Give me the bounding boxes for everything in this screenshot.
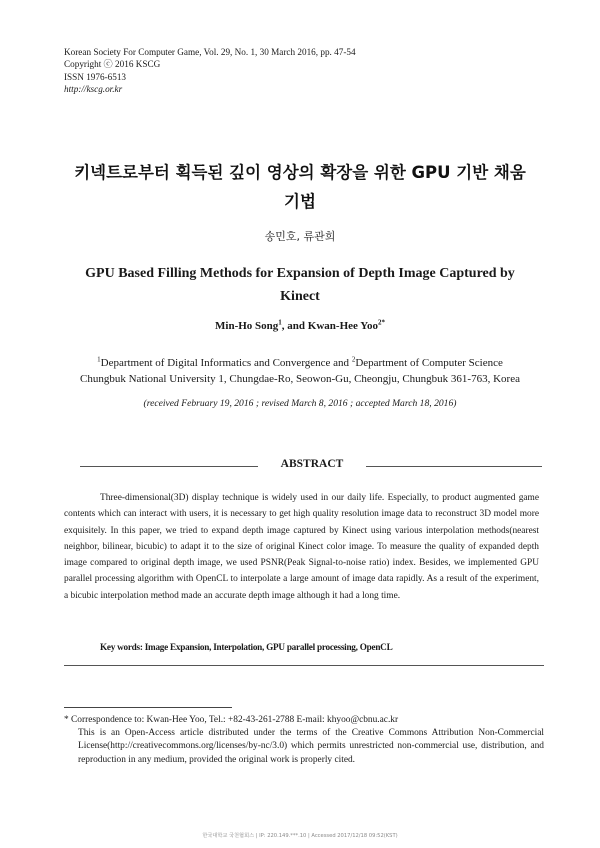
english-title-line2: Kinect: [280, 289, 320, 304]
korean-title-line1: 키넥트로부터 획득된 깊이 영상의 확장을 위한 GPU 기반 채움: [74, 163, 526, 182]
keywords: Key words: Image Expansion, Interpolation, GPU parallel processing, OpenCL: [100, 642, 393, 652]
affiliation: [50, 355, 550, 387]
affiliation-mark-2: 2: [351, 355, 356, 364]
korean-title-line2: 기법: [284, 192, 316, 211]
affiliation-mark-1: 1: [97, 355, 101, 364]
author-joiner: , and: [281, 320, 308, 332]
affiliation-dept-2: Department of Computer Science: [355, 357, 503, 369]
author-2: Kwan-Hee Yoo: [307, 320, 378, 332]
affiliation-dept-1: Department of Digital Informatics and Convergence and: [100, 357, 352, 369]
abstract-heading: ABSTRACT: [280, 458, 344, 470]
english-authors: [40, 320, 560, 332]
copyright-line: Copyright ⓒ 2016 KSCG: [64, 59, 161, 70]
journal-header: [64, 46, 356, 95]
footnote: [64, 714, 544, 767]
license-note: This is an Open-Access article distributed under the terms of the Creative Commons Attribution Non-Commercial License(http://creativecommons.org/licenses/by-nc/3.0) which permits unrestricted non-commercial use, distribution, and reproduction in any medium, provided the original work is properly cited.: [78, 728, 544, 765]
author-1-affiliation-mark: 1: [278, 318, 282, 327]
abstract-bottom-rule: [64, 665, 544, 666]
issn-line: ISSN 1976-6513: [64, 71, 127, 82]
korean-authors: 송민호, 류관희: [264, 230, 336, 243]
correspondence-note: * Correspondence to: Kwan-Hee Yoo, Tel.: +82-43-261-2788 E-mail: khyoo@cbnu.ac.kr: [64, 715, 399, 725]
received-dates: (received February 19, 2016 ; revised March 8, 2016 ; accepted March 18, 2016): [143, 398, 457, 409]
author-2-affiliation-mark: 2*: [377, 318, 385, 327]
abstract-body: [64, 490, 539, 604]
english-title-line1: GPU Based Filling Methods for Expansion of Depth Image Captured by: [85, 266, 515, 281]
korean-title: [40, 158, 560, 216]
english-title: [60, 262, 540, 308]
journal-citation: Korean Society For Computer Game, Vol. 29, No. 1, 30 March 2016, pp. 47-54: [64, 47, 356, 57]
abstract-text: Three-dimensional(3D) display technique is widely used in our daily life. Especially, to product augmented game contents which can interact with users, it is necessary to get high quality resolution image data to reconstruct 3D model more exquisitely. In this paper, we tried to expand depth image captured by Kinect using various interpolation methods(nearest neighbor, bilinear, bicubic) to adapt it to the size of original Kinect color image. To measure the quality of expanded depth image compared to original depth image, we used PSNR(Peak Signal-to-noise ratio) index. Besides, we implemented GPU parallel processing algorithm with OpenCL to interpolate a large amount of image data rapidly. As a result of the experiment, a bicubic interpolation method made an accurate depth image although it had a long time.: [64, 493, 539, 601]
abstract-rule-left: [80, 466, 258, 467]
author-1: Min-Ho Song: [215, 320, 279, 332]
affiliation-line2: Chungbuk National University 1, Chungdae-Ro, Seowon-Gu, Cheongju, Chungbuk 361-763, Korea: [80, 373, 520, 385]
access-watermark: 한국대학교 국천협회스 | IP: 220.149.***.10 | Accessed 2017/12/18 09:52(KST): [202, 833, 398, 839]
abstract-rule-right: [366, 466, 542, 467]
footnote-rule: [64, 707, 232, 708]
journal-url[interactable]: http://kscg.or.kr: [64, 83, 123, 94]
affiliation-line1: [50, 355, 550, 371]
